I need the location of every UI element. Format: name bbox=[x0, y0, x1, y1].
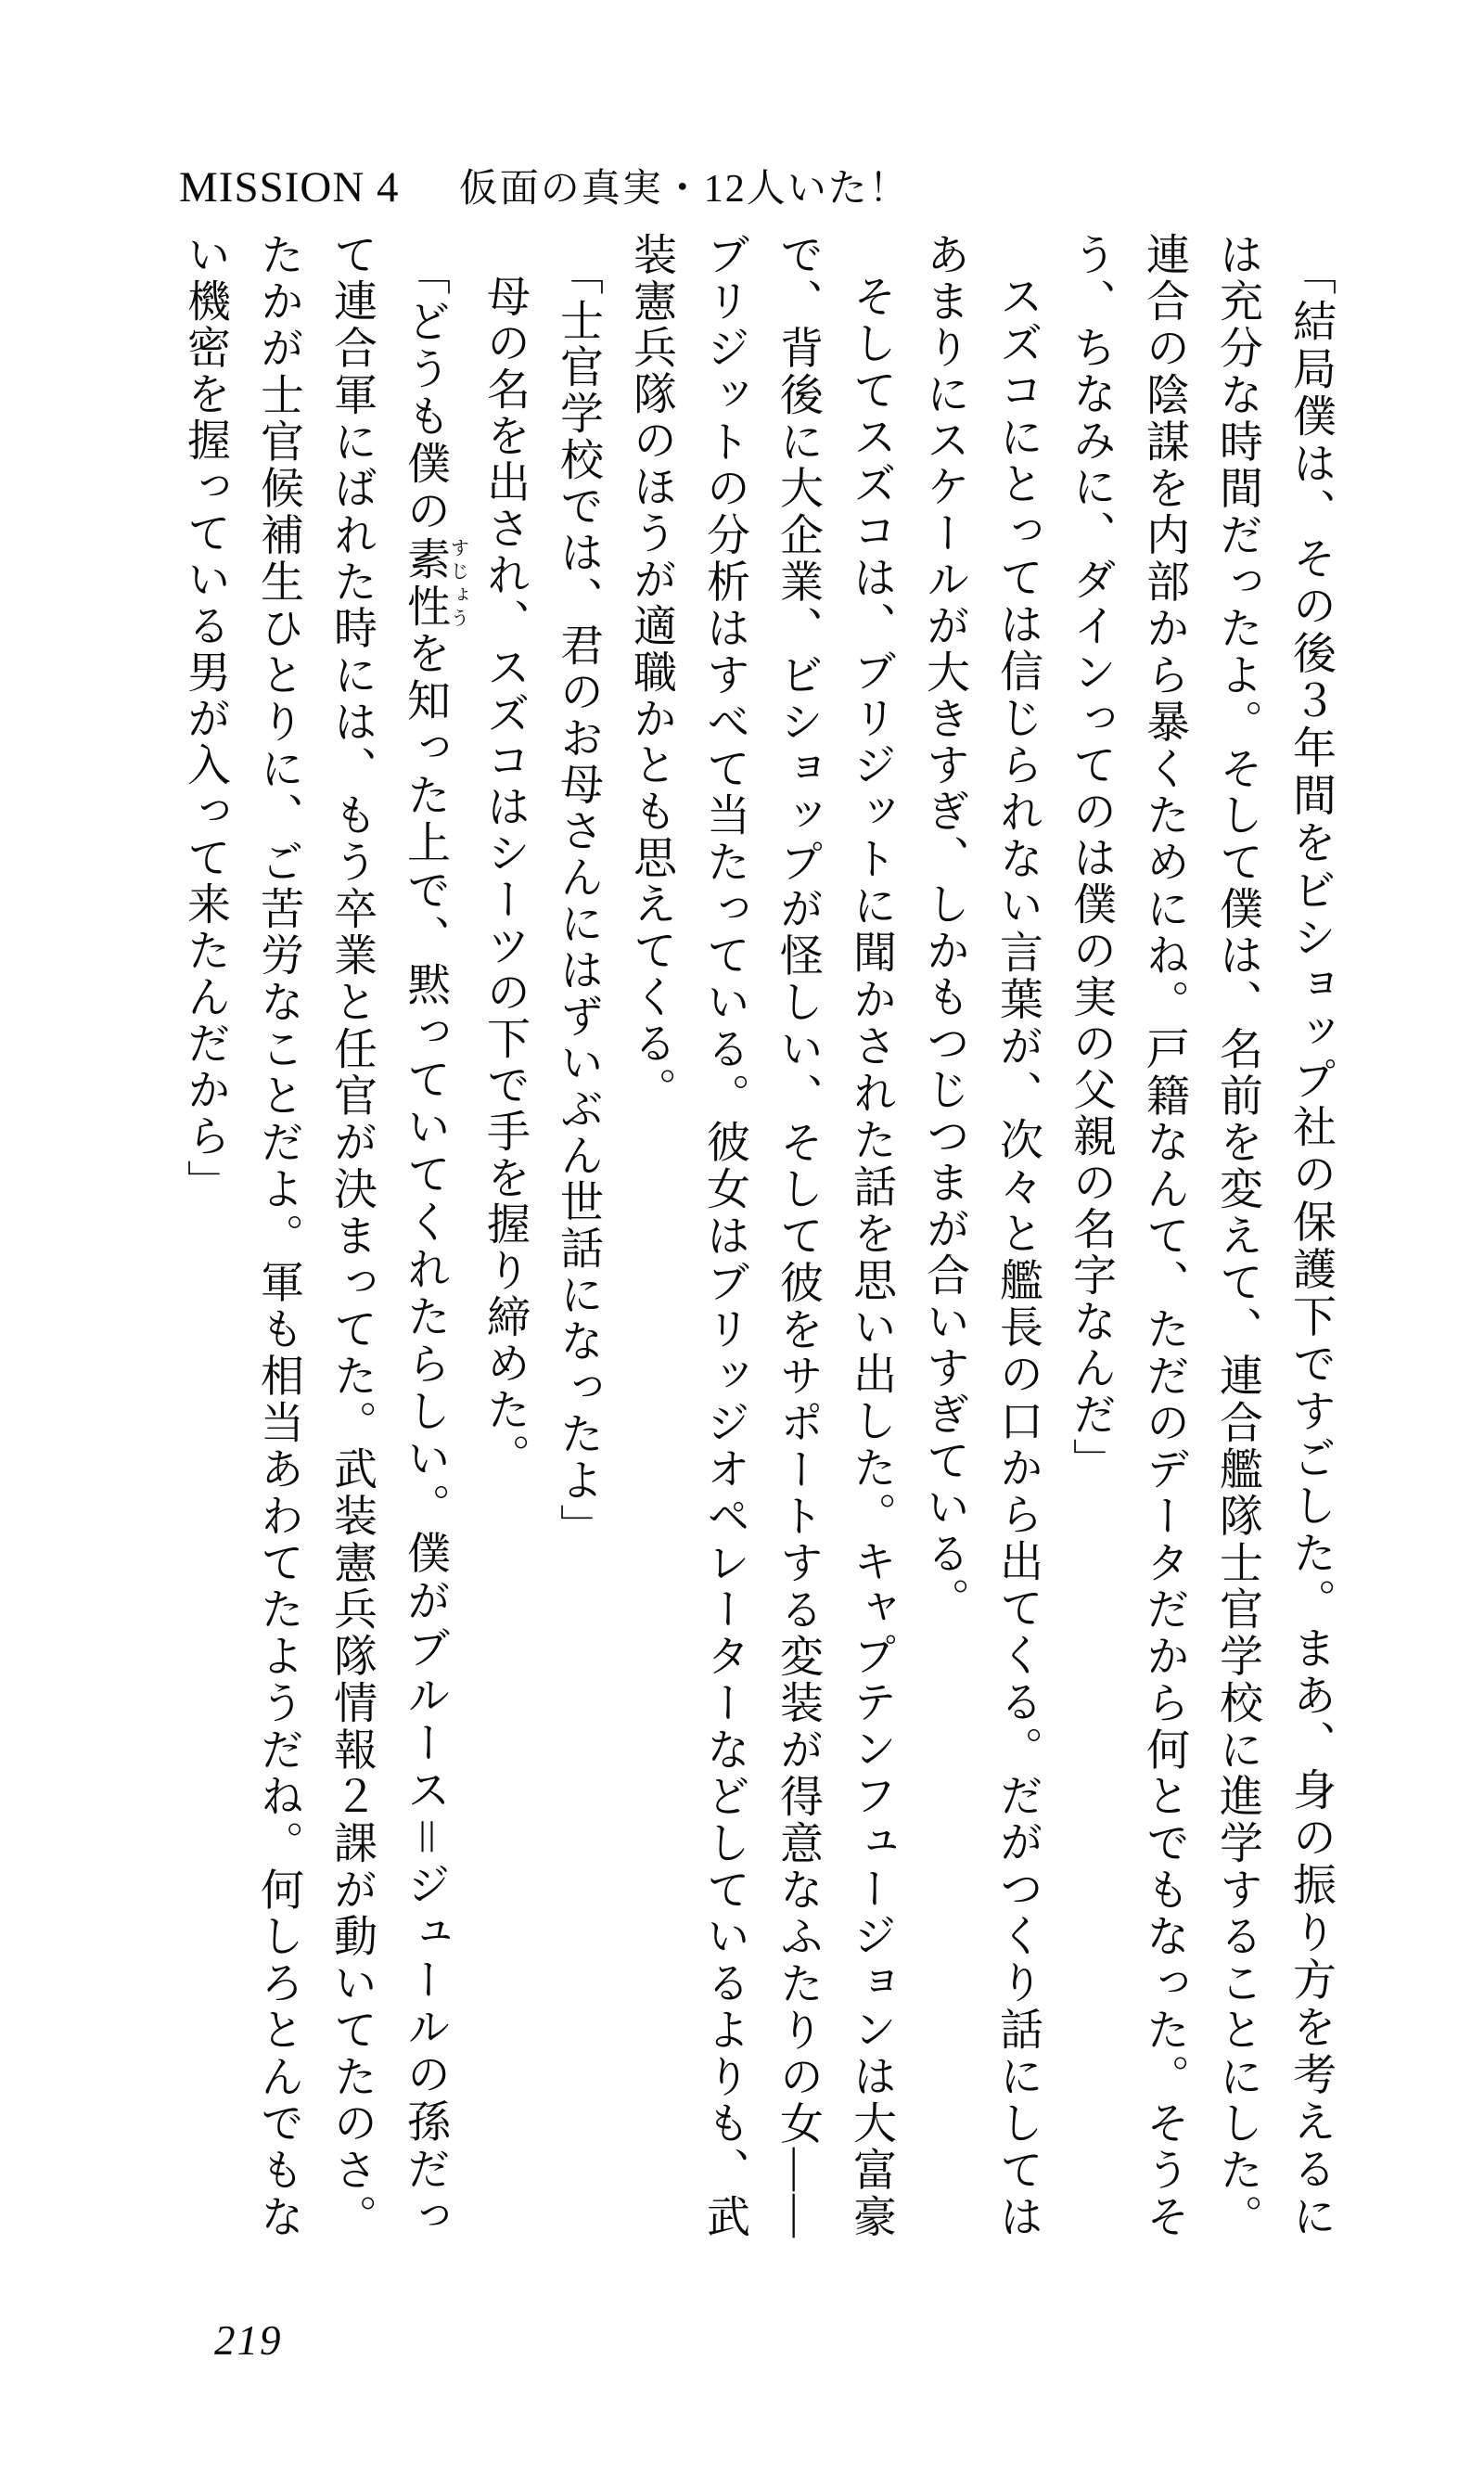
body-paragraph bbox=[541, 232, 614, 2240]
body-paragraph bbox=[467, 232, 541, 2240]
paragraph-text: 「結局僕は、その後３年間をビショップ社の保護下ですごした。まあ、身の振り方を考えるには充分な時間だったよ。そして僕は、名前を変えて、連合艦隊士官学校に進学することにした。連合の陰謀を内部から暴くためにね。戸籍なんて、ただのデータだから何とでもなった。そうそう、ちなみに、ダインってのは僕の実の父親の名字なんだ」 bbox=[1067, 232, 1335, 2240]
paragraph-text: 母の名を出され、スズコはシーツの下で手を握り締めた。 bbox=[480, 273, 529, 1480]
body-paragraph bbox=[614, 232, 907, 2240]
ruby-base: 素性 bbox=[401, 535, 449, 631]
paragraph-text: そしてスズコは、ブリジットに聞かされた話を思い出した。キャプテンフュージョンは大富豪で、背後に大企業、ビショップが怪しい、そして彼をサポートする変装が得意なふたりの女――ブリジットの分析はすべて当たっている。彼女はブリッジオペレーターなどしているよりも、武装憲兵隊のほうが適職かとも思えてくる。 bbox=[627, 232, 895, 2240]
paragraph-text: スズコにとっては信じられない言葉が、次々と艦長の口から出てくる。だがつくり話にしてはあまりにスケールが大きすぎ、しかもつじつまが合いすぎている。 bbox=[920, 232, 1042, 2241]
running-header bbox=[179, 158, 910, 213]
paragraph-text: 「士官学校では、君のお母さんにはずいぶん世話になったよ」 bbox=[554, 251, 602, 1551]
furigana-ruby bbox=[401, 535, 467, 631]
mission-label: MISSION 4 bbox=[179, 163, 400, 212]
body-paragraph bbox=[168, 232, 467, 2240]
paragraph-text: を知った上で、黙っていてくれたらしい。僕がブルース＝ジュールの孫だって連合軍にばれた時には、もう卒業と任官が決まってた。武装憲兵隊情報２課が動いてたのさ。たかが士官候補生ひとりに、ご苦労なことだよ。軍も相当あわてたようだね。何しろとんでもない機密を握っている男が入って来たんだから」 bbox=[181, 232, 449, 2241]
body-text bbox=[150, 232, 1347, 2240]
paragraph-text: 「どうも僕の bbox=[401, 251, 449, 536]
body-paragraph bbox=[907, 232, 1054, 2240]
body-paragraph bbox=[1054, 232, 1347, 2240]
ruby-reading: すじょう bbox=[447, 535, 467, 630]
chapter-title: 仮面の真実・12人いた！ bbox=[458, 168, 910, 211]
page-number: 219 bbox=[214, 2317, 283, 2364]
